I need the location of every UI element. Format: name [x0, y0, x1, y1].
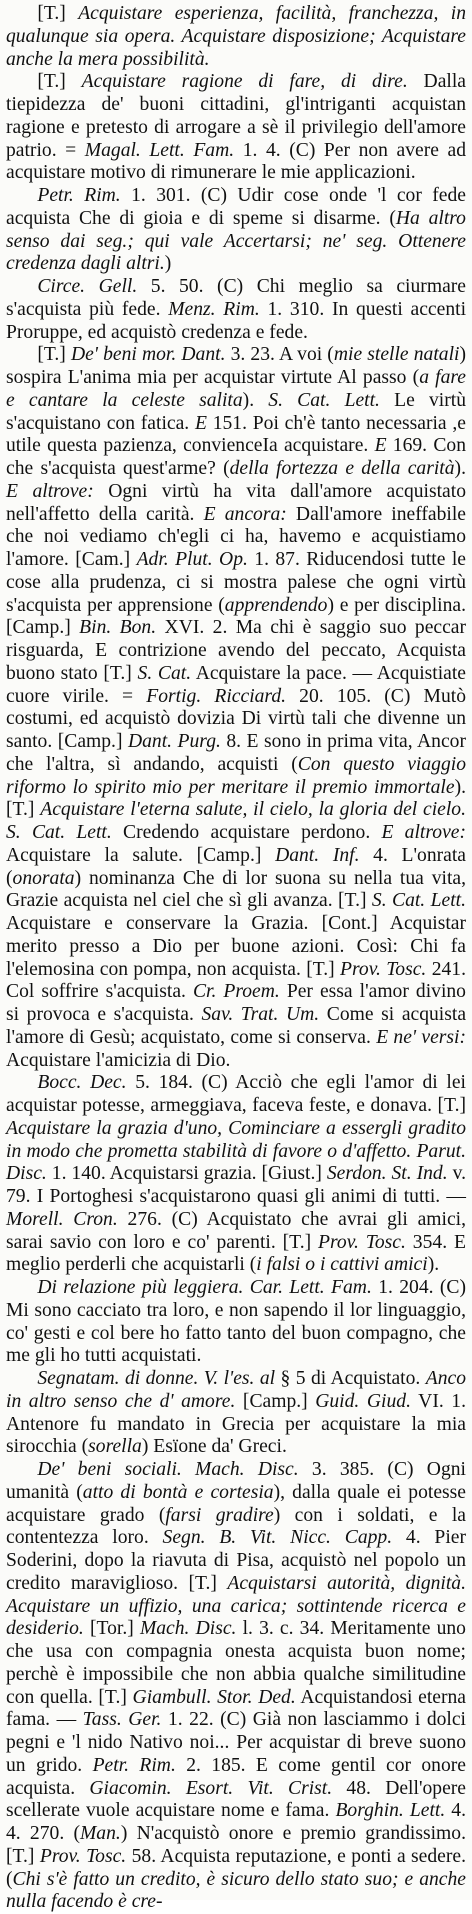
italic-text: E altrove: — [6, 480, 94, 502]
roman-text: 48. Dell'opere scellerate vuole acquistare nome e fama. — [6, 1777, 466, 1822]
italic-text: Mach. Disc. — [139, 1618, 237, 1640]
roman-text: v. 79. I Portoghesi s'acquistarono quasi gli animi di tutti. — — [6, 1163, 467, 1207]
italic-text: S. Cat. Lett. — [371, 890, 466, 912]
roman-text: ) — [164, 253, 172, 275]
italic-text: E ancora: — [203, 503, 287, 525]
italic-text: Petr. Rim. — [37, 185, 121, 206]
italic-text: De' beni sociali. Mach. Disc. — [37, 1459, 299, 1480]
italic-text: Circe. Gell. — [37, 276, 138, 297]
italic-text: Anco in altro senso che d' amore. — [6, 1368, 466, 1412]
italic-text: atto di bontà e cortesia — [82, 1481, 274, 1503]
roman-text: 3. 385. (C) Ogni umanità ( — [6, 1459, 466, 1503]
roman-text: Ogni virtù ha vita dall'amore acquistato nell'affetto della carità. — [6, 480, 466, 525]
italic-text: Borghin. Lett. — [335, 1800, 446, 1822]
roman-text: Dall'amore ineffabile che noi vediamo ch'egli ci ha, havemo e acquistiamo l'amore. [Cam.] — [6, 503, 466, 570]
roman-text: 5. 50. (C) Chi meglio sa ciurmare s'acquista più fede. — [6, 276, 466, 320]
roman-text: ) e per disciplina. [Camp.] — [6, 594, 466, 639]
italic-text: Acquistarsi autorità, dignità. Acquistare un uffizio, una carica; sottintende ricerca e desiderio. — [6, 1572, 466, 1640]
roman-text: 4. L'onrata ( — [6, 844, 466, 889]
italic-text: Acquistare esperienza, facilità, franchezza, in qualunque sia opera. Acquistare disposizione; Acquistare anche la mera possibilità. — [6, 3, 466, 70]
italic-text: Serdon. St. Ind. — [326, 1163, 448, 1185]
italic-text: Segn. B. Vit. Nicc. Capp. — [162, 1527, 393, 1549]
italic-text: S. Cat. — [137, 662, 192, 684]
italic-text: a fare e cantare la celeste salita — [6, 367, 467, 411]
roman-text: 169. Con che s'acquista quest'arme? ( — [6, 435, 467, 479]
italic-text: Cr. Proem. — [192, 981, 280, 1003]
roman-text: 151. Poi ch'è tanto necessaria ,e utile questa pazienza, convienceIa acquistare. — [6, 412, 466, 457]
roman-text: Acquistare la salute. [Camp.] — [6, 844, 276, 866]
roman-text: Come si acquista l'amore di Gesù; acquistato, come si conserva. — [6, 1004, 467, 1048]
roman-text: ). [T.] — [6, 776, 466, 821]
italic-text: Acquistare l'eterna salute, il cielo, la gloria del cielo. S. Cat. Lett. — [6, 799, 466, 843]
italic-text: Giambull. Stor. Ded. — [132, 1686, 296, 1708]
italic-text: Fortig. Ricciard. — [146, 685, 287, 707]
italic-text: Tass. Ger. — [82, 1709, 162, 1731]
italic-text: Man. — [79, 1823, 121, 1844]
roman-text: 58. Acquista reputazione, e ponti a sedere. ( — [6, 1845, 466, 1890]
roman-text: 8. E sono in prima vita, Ancor che l'altra, sì andando, acquisti ( — [6, 731, 467, 775]
roman-text: 1. 140. Acquistarsi grazia. [Giust.] — [46, 1163, 327, 1185]
italic-text: E altrove: — [381, 822, 466, 843]
roman-text: Per essa l'amor divino si provoca e s'acquista. — [6, 981, 466, 1025]
roman-text: [T.] — [37, 3, 79, 24]
italic-text: Giacomin. Esort. Vit. Crist. — [89, 1777, 333, 1799]
roman-text: § 5 di Acquistato. — [275, 1368, 426, 1389]
italic-text: Bocc. Dec. — [37, 1072, 127, 1094]
roman-text: 5. 184. (C) Acciò che egli l'amor di lei acquistar potesse, armeggiava, faceva feste, e donava. [T.] — [6, 1072, 466, 1116]
italic-text: Petr. Rim. — [92, 1754, 176, 1776]
italic-text: Morell. Cron. — [6, 1208, 118, 1230]
roman-text: [Camp.] — [235, 1390, 316, 1412]
roman-text: Credendo acquistare perdono. — [111, 822, 382, 843]
roman-text: Le virtù s'acquistano con fatica. — [6, 389, 467, 434]
roman-text: ). — [454, 458, 466, 479]
italic-text: farsi gradire — [165, 1504, 274, 1526]
italic-text: Dant. Inf. — [275, 844, 360, 866]
entry-paragraph-p6 — [6, 1072, 466, 1277]
italic-text: Dant. Purg. — [127, 731, 221, 752]
roman-text: 20. 105. (C) Mutò costumi, ed acquistò dovizia Di virtù tali che divenne un santo. [Camp.] — [6, 685, 466, 752]
italic-text: sorella — [88, 1436, 142, 1458]
italic-text: della fortezza e della carità — [229, 458, 455, 479]
roman-text: XVI. 2. Ma chi è saggio suo peccar risguarda, E contrizione avendo del peccato, Acquista buono stato [T.] — [6, 617, 467, 684]
roman-text: [Tor.] — [83, 1618, 140, 1640]
entry-paragraph-p3 — [6, 185, 466, 276]
roman-text: ) N'acquistò onore e premio grandissimo. [T.] — [6, 1823, 466, 1867]
italic-text: Menz. Rim. — [168, 298, 260, 320]
italic-text: De' beni mor. Dant. — [70, 344, 226, 366]
italic-text: Segnatam. di donne. V. l'es. al — [37, 1368, 276, 1389]
entry-paragraph-p5 — [6, 344, 466, 1072]
roman-text: 1. 204. (C) Mi sono cacciato tra loro, e non sapendo il lor linguaggio, co' gesti e col bere ho fatto tanto del buon compagno, che me gli ho tutti acquistati. — [6, 1277, 466, 1367]
entry-paragraph-p1 — [6, 3, 466, 71]
roman-text: [T.] — [37, 344, 71, 366]
roman-text: [T.] — [37, 71, 82, 93]
roman-text: l. 3. c. 34. Meritamente uno che usa con compagnia onesta acquista buon nome; perchè è impossibile che non abbia qualche similitudine con quella. [T.] — [6, 1618, 466, 1708]
italic-text: Adr. Plut. Op. — [136, 549, 248, 570]
italic-text: S. Cat. Lett. — [268, 389, 380, 411]
italic-text: Prov. Tosc. — [318, 1231, 406, 1253]
roman-text: 4. 4. 270. ( — [6, 1800, 466, 1844]
italic-text: apprendendo — [224, 594, 328, 616]
roman-text: ) Esïone da' Greci. — [141, 1436, 287, 1458]
italic-text: i falsi o i cattivi amici — [256, 1254, 428, 1276]
italic-text: onorata — [12, 867, 75, 889]
entry-paragraph-p4 — [6, 276, 466, 344]
entry-paragraph-p9 — [6, 1459, 466, 1914]
roman-text: 3. 23. A voi ( — [225, 344, 334, 366]
italic-text: Ha altro senso dai seg.; qui vale Accertarsi; ne' seg. Ottenere credenza dagli altri. — [6, 207, 466, 275]
roman-text: 1. 301. (C) Udir cose onde 'l cor fede acquista Che di gioia e di speme si disarme. ( — [6, 185, 467, 229]
roman-text: 354. E meglio perderli che acquistarli ( — [6, 1231, 466, 1276]
italic-text: Con questo viaggio riformo lo spirito mio per meritare il premio immortale — [6, 753, 466, 798]
roman-text: 1. 22. (C) Già non lasciammo i dolci pegni e 'l nido Nativo noi... Per acquistar di breve suono un grido. — [6, 1709, 467, 1776]
roman-text: ). — [427, 1254, 440, 1276]
italic-text: Magal. Lett. Fam. — [84, 139, 235, 161]
italic-text: Chi s'è fatto un credito, è sicuro dello stato suo; e anche nulla facendo è cre- — [6, 1868, 466, 1913]
roman-text: 1. 4. (C) Per non avere ad acquistare motivo di rimunerare le mie applicazioni. — [6, 139, 467, 184]
roman-text: 276. (C) Acquistato che avrai gli amici, sarai savio con loro e co' parenti. [T.] — [6, 1208, 466, 1253]
italic-text: Di relazione più leggiera. Car. Lett. Fam. — [37, 1277, 372, 1298]
roman-text: Acquistare e conservare la Grazia. [Cont.] Acquistar merito presso a Dio per buone azioni. Così: Chi fa l'elemosina con pompa, non acquista. [T.] — [6, 913, 466, 980]
italic-text: Acquistare la grazia d'uno, Cominciare a essergli gradito in modo che prometta stabilità di favore o d'affetto. Parut. Disc. — [6, 1117, 466, 1185]
italic-text: Prov. Tosc. — [340, 958, 427, 980]
italic-text: Bin. Bon. — [79, 617, 157, 639]
roman-text: ) sospira L'anima mia per acquistar virtute Al passo ( — [6, 344, 466, 388]
roman-text: 241. Col soffrire s'acquista. — [6, 958, 466, 1003]
roman-text: 1. 87. Riducendosi tutte le cose alla prudenza, ci si mostra palese che ogni virtù s'acquista per apprensione ( — [6, 549, 466, 616]
entry-paragraph-p8 — [6, 1368, 466, 1459]
italic-text: Guid. Giud. — [315, 1390, 411, 1412]
roman-text: 1. 310. In questi accenti Proruppe, ed acquistò credenza e fede. — [6, 298, 467, 343]
entry-paragraph-p2 — [6, 71, 466, 185]
roman-text: VI. 1. Antenore fu mandato in Grecia per acquistare la mia sirocchia ( — [6, 1390, 466, 1458]
italic-text: Sav. Trat. Um. — [201, 1004, 320, 1025]
italic-text: Acquistare ragione di fare, di dire. — [81, 71, 408, 93]
entry-paragraph-p7 — [6, 1277, 466, 1368]
roman-text: Acquistare l'amicizia di Dio. — [6, 1049, 231, 1071]
roman-text: 2. 185. E come gentil cor onore acquista. — [6, 1754, 466, 1799]
italic-text: Prov. Tosc. — [39, 1845, 127, 1867]
italic-text: mie stelle natali — [333, 344, 460, 366]
roman-text: Acquistandosi eterna fama. — — [6, 1686, 466, 1731]
italic-text: E — [194, 412, 207, 434]
roman-text: Acquistare la pace. — Acquistiate cuore virile. = — [6, 662, 466, 707]
italic-text: E — [374, 435, 387, 457]
roman-text: ). — [242, 389, 269, 411]
roman-text: Dalla tiepidezza de' buoni cittadini, gl'intriganti acquistan ragione e pretesto di arrogare a sè il privilegio dell'amore patrio. = — [6, 71, 466, 161]
roman-text: 4. Pier Soderini, dopo la riavuta di Pisa, acquistò nel popolo un credito maraviglioso. [T.] — [6, 1527, 466, 1594]
roman-text: ) nominanza Che di lor suona su nella tua vita, Grazie acquista nel ciel che sì gli avanza. [T.] — [6, 867, 466, 912]
italic-text: E ne' versi: — [376, 1026, 467, 1048]
roman-text: ) con i soldati, e la contentezza loro. — [6, 1504, 466, 1549]
roman-text: ), dalla quale ei potesse acquistare grado ( — [6, 1481, 466, 1526]
